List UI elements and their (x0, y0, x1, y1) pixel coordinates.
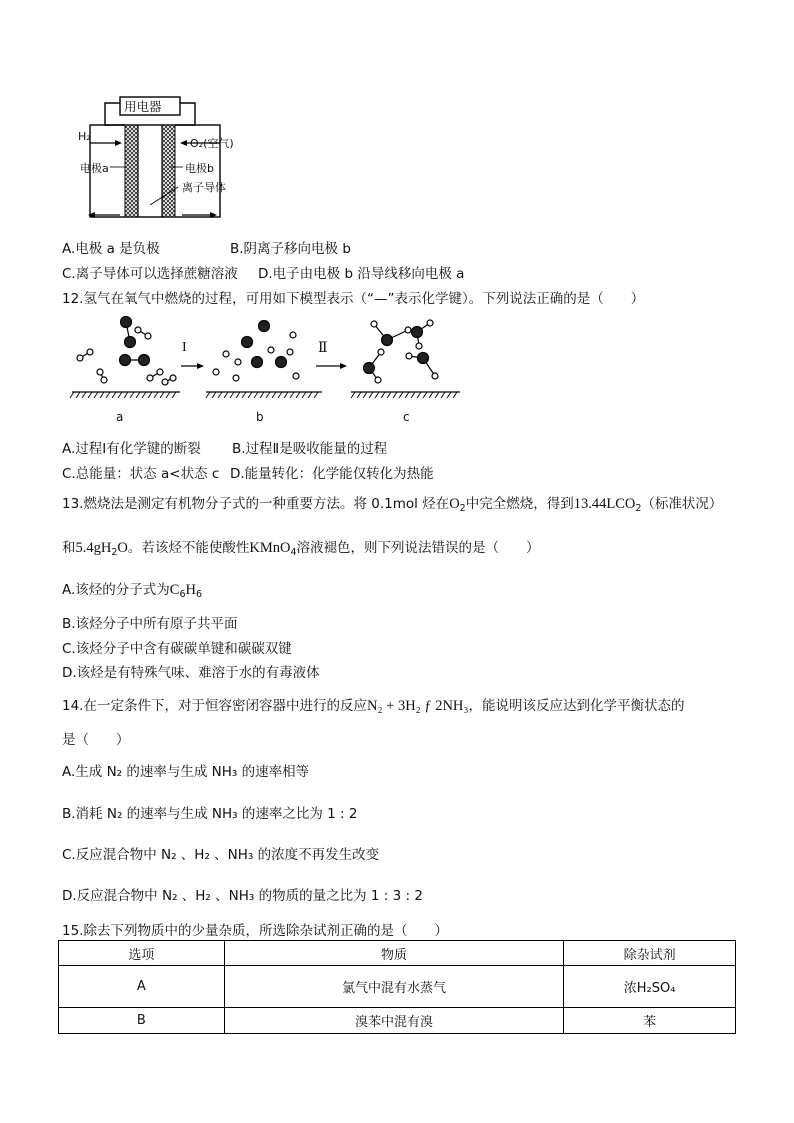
q13-option-c: C.该烃分子中含有碳碳单键和碳碳双键 (62, 641, 292, 657)
table-header: 选项 (59, 941, 225, 966)
step-1-label: I (182, 340, 187, 355)
table-cell: A (59, 966, 225, 1008)
table-header: 除杂试剂 (564, 941, 736, 966)
q12-option-d: D.能量转化：化学能仅转化为热能 (230, 466, 434, 482)
q12-option-a: A.过程Ⅰ有化学键的断裂 (62, 441, 201, 457)
table-cell: 浓H₂SO₄ (564, 966, 736, 1008)
q12-option-b: B.过程Ⅱ是吸收能量的过程 (232, 441, 388, 457)
electrode-a-label: 电极a (80, 162, 109, 175)
h2-label: H₂ (78, 130, 91, 143)
q13-option-d: D.该烃是有特殊气味、难溶于水的有毒液体 (62, 665, 320, 681)
ion-conductor-label: 离子导体 (182, 181, 226, 194)
q11-option-b: B.阴离子移向电极 b (230, 241, 351, 257)
reaction-equation: N₂ + 3H₂ ƒ 2NH₃ (366, 698, 469, 714)
q13-option-a: A.该烃的分子式为$C_6H_6$ (62, 582, 203, 600)
state-b-label: b (256, 410, 264, 424)
q15-table (58, 940, 736, 1034)
step-2-label: Ⅱ (318, 341, 328, 356)
table-cell: 溴苯中混有溴 (224, 1008, 563, 1034)
table-row (59, 966, 736, 1008)
q14-option-a: A.生成 N₂ 的速率与生成 NH₃ 的速率相等 (62, 764, 310, 780)
q13-stem-line2: 和$5.4gH_2O$。若该烃不能使酸性KMnO$_4$溶液褪色，则下列说法错误的是（ ） (62, 540, 540, 558)
state-c-label: c (403, 410, 410, 424)
q15-stem: 15.除去下列物质中的少量杂质，所选除杂试剂正确的是（ ） (62, 923, 448, 939)
device-label: 用电器 (124, 99, 162, 114)
q14-option-c: C.反应混合物中 N₂ 、H₂ 、NH₃ 的浓度不再发生改变 (62, 847, 380, 863)
electrode-b-label: 电极b (185, 162, 214, 175)
q14-option-d: D.反应混合物中 N₂ 、H₂ 、NH₃ 的物质的量之比为 1 : 3 : 2 (62, 888, 423, 904)
q12-option-c: C.总能量：状态 a<状态 c (62, 466, 220, 482)
q13-stem-line1: 13.燃烧法是测定有机物分子式的一种重要方法。将 0.1mol 烃在$O_2$中完全燃烧，得到$13.44LCO_2$（标准状况） (62, 496, 723, 514)
q13-option-b: B.该烃分子中所有原子共平面 (62, 616, 238, 632)
q11-option-c: C.离子导体可以选择蔗糖溶液 (62, 266, 238, 282)
q11-option-a: A.电极 a 是负极 (62, 241, 160, 257)
table-cell: B (59, 1008, 225, 1034)
q12-stem: 12.氢气在氧气中燃烧的过程，可用如下模型表示（“—”表示化学键）。下列说法正确的是（ ） (62, 291, 645, 307)
q14-option-b: B.消耗 N₂ 的速率与生成 NH₃ 的速率之比为 1 : 2 (62, 806, 358, 822)
o2-label: O₂(空气) (190, 137, 234, 150)
table-cell: 氯气中混有水蒸气 (224, 966, 563, 1008)
state-a-label: a (116, 410, 124, 424)
q14-stem-line1: 14.在一定条件下，对于恒容密闭容器中进行的反应N₂ + 3H₂ ƒ 2NH₃，能说明该反应达到化学平衡状态的 (62, 698, 685, 714)
q11-option-d: D.电子由电极 b 沿导线移向电极 a (258, 266, 465, 282)
q14-stem-line2: 是（ ） (62, 732, 130, 748)
electrode-a-plate (125, 125, 138, 217)
table-header: 物质 (224, 941, 563, 966)
table-cell: 苯 (564, 1008, 736, 1034)
electrode-b-plate (162, 125, 175, 217)
table-row (59, 1008, 736, 1034)
